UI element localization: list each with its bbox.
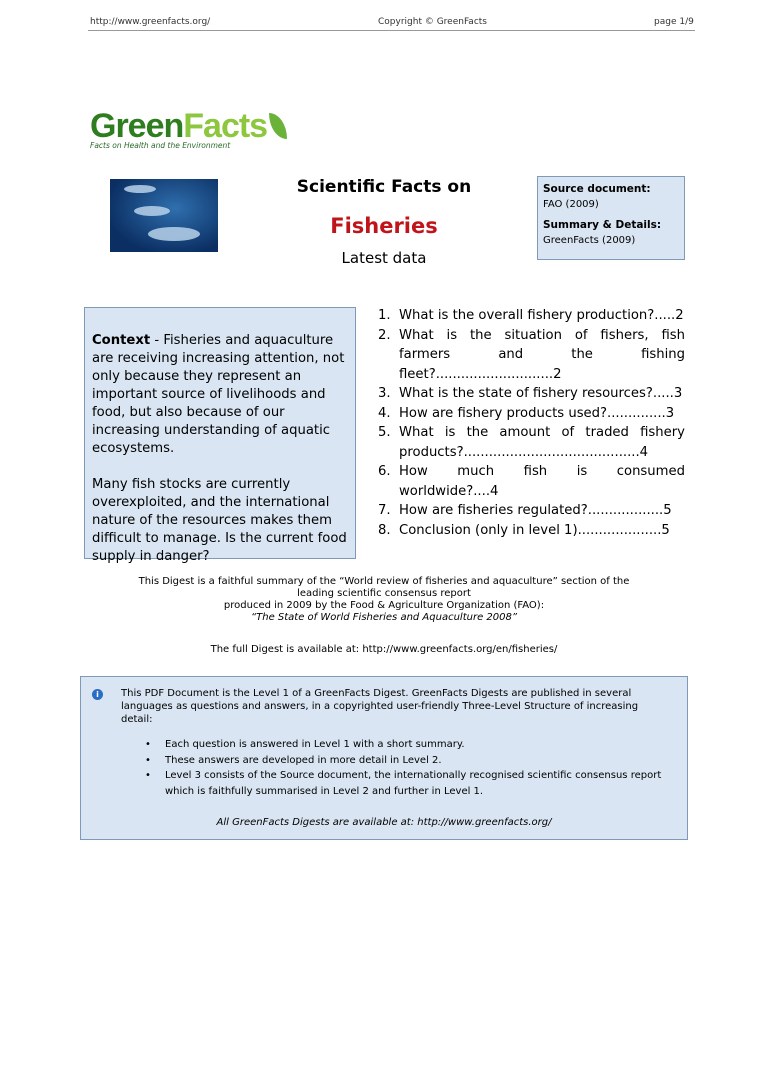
context-box	[84, 307, 356, 564]
toc-item[interactable]	[378, 501, 685, 521]
header-copyright: Copyright © GreenFacts	[378, 17, 487, 27]
toc-number: 6.	[378, 464, 391, 479]
level-item: • These answers are developed in more detail in Level 2.	[165, 753, 665, 769]
level-list	[165, 737, 665, 799]
context-label: Context	[92, 333, 151, 348]
full-digest-link[interactable]: The full Digest is available at: http://www.greenfacts.org/en/fisheries/	[210, 644, 558, 655]
title-prefix: Scientific Facts on	[296, 177, 472, 197]
summary-label: Summary & Details:	[543, 219, 662, 231]
info-text: This PDF Document is the Level 1 of a GreenFacts Digest. GreenFacts Digests are published in several languages as questions and answers, in a copyrighted user-friendly Three-Level Structure of increasing detail:	[121, 688, 639, 725]
context-text-2: Many fish stocks are currently overexploited, and the international nature of the resources makes them difficult to manage. Is the current food supply in danger?	[92, 477, 347, 564]
toc-item[interactable]	[378, 521, 685, 541]
leaf-icon	[269, 113, 287, 139]
toc-item[interactable]	[378, 423, 685, 462]
toc-number: 5.	[378, 425, 391, 440]
level-item: • Level 3 consists of the Source document, the internationally recognised scientific consensus report which is faithfully summarised in Level 2 and further in Level 1.	[165, 768, 665, 799]
toc-text: What is the overall fishery production?.....2	[399, 308, 684, 323]
header-divider	[88, 30, 695, 31]
toc-text: How much fish is consumed worldwide?....4	[399, 464, 685, 499]
toc-item[interactable]	[378, 404, 685, 424]
toc-text: Conclusion (only in level 1)....................5	[399, 522, 670, 538]
toc-number: 4.	[378, 405, 391, 421]
fish-icon	[110, 179, 218, 252]
digest-line: produced in 2009 by the Food & Agriculture Organization (FAO):	[223, 600, 545, 611]
logo-green: Green	[90, 107, 184, 145]
toc-number: 1.	[378, 308, 391, 323]
toc-number: 2.	[378, 327, 391, 343]
greenfacts-logo	[90, 108, 290, 158]
toc-item[interactable]	[378, 306, 685, 326]
logo-facts: Facts	[183, 107, 268, 145]
subtitle: Latest data	[341, 249, 427, 267]
toc-item[interactable]	[378, 462, 685, 501]
topic-title: Fisheries	[330, 214, 438, 238]
source-box	[537, 176, 685, 260]
source-value: FAO (2009)	[543, 199, 599, 210]
toc-item[interactable]	[378, 326, 685, 385]
summary-value: GreenFacts (2009)	[543, 235, 636, 246]
toc-text: How are fishery products used?..............3	[399, 405, 675, 421]
digest-description	[84, 576, 684, 624]
tuna-photo	[110, 179, 218, 252]
logo-tagline: Facts on Health and the Environment	[90, 141, 231, 150]
level-item: • Each question is answered in Level 1 with a short summary.	[165, 737, 665, 753]
toc-text: What is the state of fishery resources?.....3	[399, 386, 683, 401]
info-icon: i	[92, 689, 103, 700]
all-digests-link[interactable]: All GreenFacts Digests are available at: http://www.greenfacts.org/	[216, 817, 552, 828]
digest-line: This Digest is a faithful summary of the “World review of fisheries and aquaculture” section of the leading scientific consensus report	[138, 576, 630, 599]
toc-number: 7.	[378, 503, 391, 518]
info-box	[80, 676, 688, 840]
source-label: Source document:	[543, 183, 651, 195]
table-of-contents	[378, 306, 685, 540]
toc-text: What is the amount of traded fishery products?..........................................4	[399, 425, 685, 460]
toc-item[interactable]	[378, 384, 685, 404]
header-url: http://www.greenfacts.org/	[90, 17, 211, 27]
toc-number: 8.	[378, 522, 391, 538]
header-page-number: page 1/9	[654, 17, 694, 27]
report-title: “The State of World Fisheries and Aquaculture 2008”	[250, 612, 518, 623]
toc-text: What is the situation of fishers, fish farmers and the fishing fleet?............................2	[399, 327, 685, 382]
toc-text: How are fisheries regulated?..................5	[399, 503, 672, 518]
toc-number: 3.	[378, 386, 391, 401]
context-text: - Fisheries and aquaculture are receiving increasing attention, not only because they represent an important source of livelihoods and food, but also because of our increasing understanding of aquatic ecosystems.	[92, 333, 345, 456]
